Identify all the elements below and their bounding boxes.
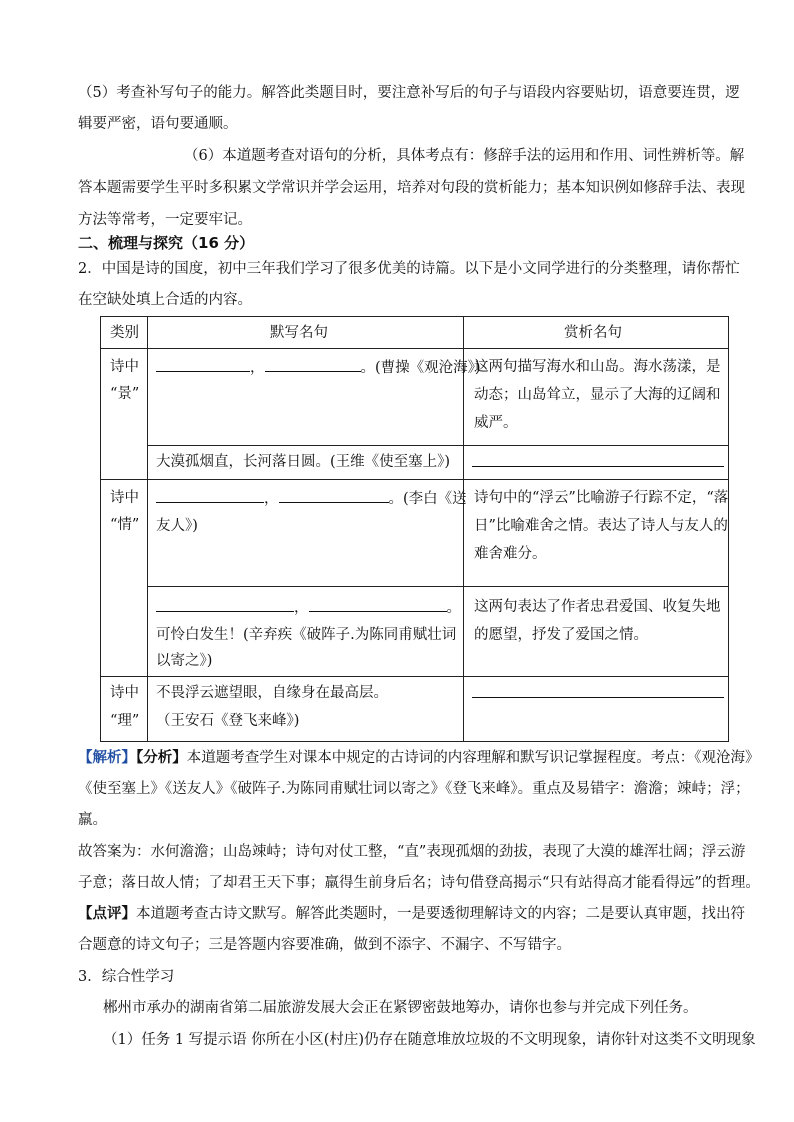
blank-field[interactable] [472, 466, 724, 467]
question-2-line1: 2．中国是诗的国度，初中三年我们学习了很多优美的诗篇。以下是小文同学进行的分类整理，请你帮忙 [78, 261, 740, 277]
analysis-text: 诗句中的“浮云”比喻游子行踪不定，“落 [474, 490, 729, 506]
blank-field[interactable] [472, 697, 724, 698]
source-libai: 。(李白《送 [388, 491, 467, 507]
question-3-title: 3．综合性学习 [78, 969, 175, 985]
tag-jiexi: 【解析】 [78, 749, 136, 766]
separator: ， [264, 491, 279, 507]
section-heading: 二、梳理与探究（16 分） [78, 234, 255, 252]
paragraph-p5-line2: 辑要严密，语句要通顺。 [78, 116, 238, 132]
analysis-text: 难舍难分。 [474, 546, 547, 562]
paragraph-p6-line1: （6）本道题考查对语句的分析，具体考点有：修辞手法的运用和作用、词性辨析等。解 [184, 148, 745, 164]
paragraph-p6-line3: 方法等常考，一定要牢记。 [78, 212, 252, 228]
category-qing-line2: “情” [110, 517, 140, 533]
paragraph-p6-line2: 答本题需要学生平时多积累文学常识并学会运用，培养对句段的赏析能力；基本知识例如修辞手法、表现 [78, 180, 745, 196]
answer-line1: 故答案为：水何澹澹；山岛竦峙；诗句对仗工整，“直”表现孤烟的劲拔，表现了大漠的雄浑壮阔；浮云游 [78, 844, 746, 860]
category-li-line1: 诗中 [110, 685, 139, 701]
period: 。 [446, 600, 461, 616]
analysis-text: 本道题考查学生对课本中规定的古诗词的内容理解和默写识记掌握程度。考点：《观沧海》 [186, 750, 760, 766]
analysis-text: 这两句表达了作者忠君爱国、收复失地 [474, 599, 721, 615]
quote-wangwei: 大漠孤烟直，长河落日圆。(王维《使至塞上》) [156, 454, 451, 470]
category-jing-line1: 诗中 [110, 359, 139, 375]
quote-wanganshi-source: （王安石《登飞来峰》) [156, 713, 300, 729]
source-caocao: 。(曹操《观沧海》) [360, 360, 481, 376]
blank-field[interactable] [265, 357, 361, 372]
paragraph-p5-line1: （5）考查补写句子的能力。解答此类题目时，要注意补写后的句子与语段内容要贴切，语意要连贯，逻 [78, 85, 740, 101]
tag-fenxi: 【分析】 [136, 750, 187, 766]
analysis-text: 的愿望，抒发了爱国之情。 [474, 627, 648, 643]
tag-dianping: 【点评】 [78, 906, 136, 922]
analysis-text: 动态；山岛耸立，显示了大海的辽阔和 [474, 387, 721, 403]
question-3-line1: 郴州市承办的湖南省第二届旅游发展大会正在紧锣密鼓地筹办，请你也参与并完成下列任务。 [103, 1000, 698, 1016]
blank-field[interactable] [156, 488, 264, 503]
blank-field[interactable] [156, 357, 250, 372]
separator: ， [250, 360, 265, 376]
source-xinqiji-cont: 以寄之》) [156, 653, 213, 669]
category-qing-line1: 诗中 [110, 490, 139, 506]
comment-text: 本道题考查古诗文默写。解答此类题时，一是要透彻理解诗文的内容；二是要认真审题，找出符 [136, 906, 745, 922]
analysis-text: 威严。 [474, 415, 518, 431]
quote-wanganshi: 不畏浮云遮望眼，自缘身在最高层。 [156, 685, 388, 701]
comment-line2: 合题意的诗文句子；三是答题内容要准确，做到不添字、不漏字、不写错字。 [78, 937, 571, 953]
analysis-text: 这两句描写海水和山岛。海水荡漾，是 [474, 359, 721, 375]
category-jing-line2: “景” [110, 386, 140, 402]
source-libai-cont: 友人》) [156, 518, 198, 534]
source-xinqiji: 可怜白发生！(辛弃疾《破阵子.为陈同甫赋壮词 [156, 627, 457, 643]
separator: ， [294, 600, 309, 616]
category-li-line2: “理” [110, 713, 140, 729]
answer-line2: 子意；落日故人情；了却君王天下事；羸得生前身后名；诗句借登高揭示“只有站得高才能看得远”的哲理。 [78, 875, 760, 891]
poetry-table [100, 316, 729, 742]
question-3-line2: （1）任务 1 写提示语 你所在小区(村庄)仍存在随意堆放垃圾的不文明现象，请你针对这类不文明现象 [103, 1032, 756, 1048]
blank-field[interactable] [309, 597, 447, 612]
comment-line1 [78, 904, 745, 924]
header-appreciate: 赏析名句 [564, 325, 622, 341]
analysis-line3: 羸。 [78, 812, 107, 828]
question-2-line2: 在空缺处填上合适的内容。 [78, 292, 252, 308]
analysis-line1 [78, 748, 760, 768]
blank-field[interactable] [279, 488, 389, 503]
header-recite: 默写名句 [270, 325, 328, 341]
analysis-text: 日”比喻难舍之情。表达了诗人与友人的 [474, 518, 728, 534]
header-category: 类别 [110, 325, 139, 341]
blank-field[interactable] [156, 597, 294, 612]
analysis-line2: 《使至塞上》《送友人》《破阵子.为陈同甫赋壮词以寄之》《登飞来峰》。重点及易错字：澹澹；竦峙；浮； [78, 781, 750, 797]
